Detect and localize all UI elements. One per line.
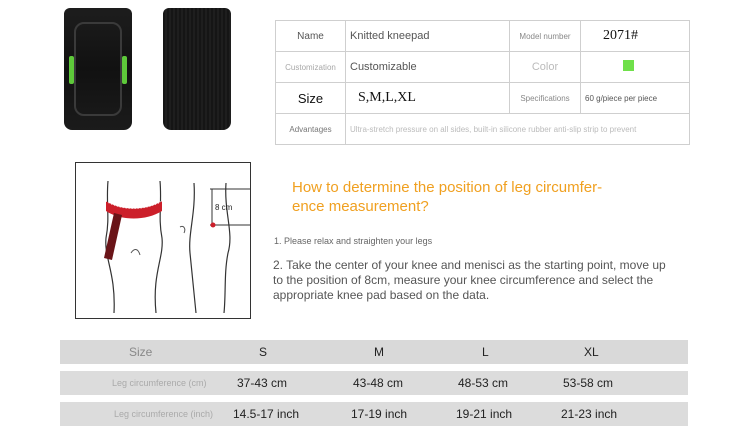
- model-label: Model number: [510, 21, 581, 52]
- color-label: Color: [510, 52, 581, 83]
- guide-step-1: 1. Please relax and straighten your legs: [274, 236, 433, 246]
- size-table-row-inch: [60, 402, 688, 426]
- advantages-label: Advantages: [276, 114, 346, 145]
- name-value: Knitted kneepad: [346, 21, 510, 52]
- leg-outline-right: [155, 181, 162, 313]
- row-cm-l: 48-53 cm: [458, 376, 509, 390]
- row-inch-m: 17-19 inch: [351, 407, 408, 421]
- color-value: [581, 52, 690, 83]
- row-cm-s: 37-43 cm: [237, 376, 288, 390]
- guide-title-line-1: How to determine the position of leg circumfer-: [292, 179, 603, 196]
- specifications-label: Specifications: [510, 83, 581, 114]
- size-label: Size: [276, 83, 346, 114]
- size-col-s: S: [259, 345, 268, 359]
- spec-row-size: [276, 83, 690, 114]
- row-inch-l: 19-21 inch: [456, 407, 513, 421]
- row-inch-xl: 21-23 inch: [561, 407, 618, 421]
- size-table-header: [60, 340, 688, 364]
- name-label: Name: [276, 21, 346, 52]
- measurement-guide-title: [292, 178, 662, 216]
- row-inch-label: Leg circumference (inch): [114, 409, 214, 419]
- size-table-row-cm: [60, 371, 688, 395]
- spec-row-customization: [276, 52, 690, 83]
- size-col-m: M: [374, 345, 384, 359]
- green-accent-right: [122, 56, 127, 84]
- customization-value: Customizable: [346, 52, 510, 83]
- row-cm-m: 43-48 cm: [353, 376, 404, 390]
- size-header-label: Size: [129, 345, 153, 359]
- row-cm-label: Leg circumference (cm): [112, 378, 207, 388]
- kneepad-stitching: [74, 22, 122, 116]
- size-col-l: L: [482, 345, 489, 359]
- size-value: S,M,L,XL: [346, 83, 510, 114]
- green-accent-left: [69, 56, 74, 84]
- spec-row-advantages: [276, 114, 690, 145]
- model-value: 2071#: [581, 21, 690, 52]
- guide-title-line-2: ence measurement?: [292, 198, 429, 215]
- knee-center-dot: [211, 223, 216, 228]
- kneepad-back-image: [163, 8, 231, 130]
- leg-profile-left: [190, 183, 196, 313]
- spec-row-name: [276, 21, 690, 52]
- specifications-value: 60 g/piece per piece: [581, 83, 690, 114]
- row-cm-xl: 53-58 cm: [563, 376, 614, 390]
- guide-step-2: 2. Take the center of your knee and menisci as the starting point, move up to the position of 8cm, measure your knee circumference and select the appropriate knee pad based on the data.: [273, 258, 666, 302]
- row-inch-s: 14.5-17 inch: [233, 407, 300, 421]
- advantages-value: Ultra-stretch pressure on all sides, built-in silicone rubber anti-slip strip to prevent: [346, 114, 690, 145]
- measure-label: 8 cm: [215, 203, 233, 212]
- color-swatch: [623, 60, 634, 71]
- customization-label: Customization: [276, 52, 346, 83]
- kneepad-front-image: [64, 8, 132, 130]
- size-col-xl: XL: [584, 345, 599, 359]
- spec-table: [275, 20, 690, 145]
- leg-measurement-diagram: [75, 162, 251, 319]
- leg-illustration: [76, 163, 250, 318]
